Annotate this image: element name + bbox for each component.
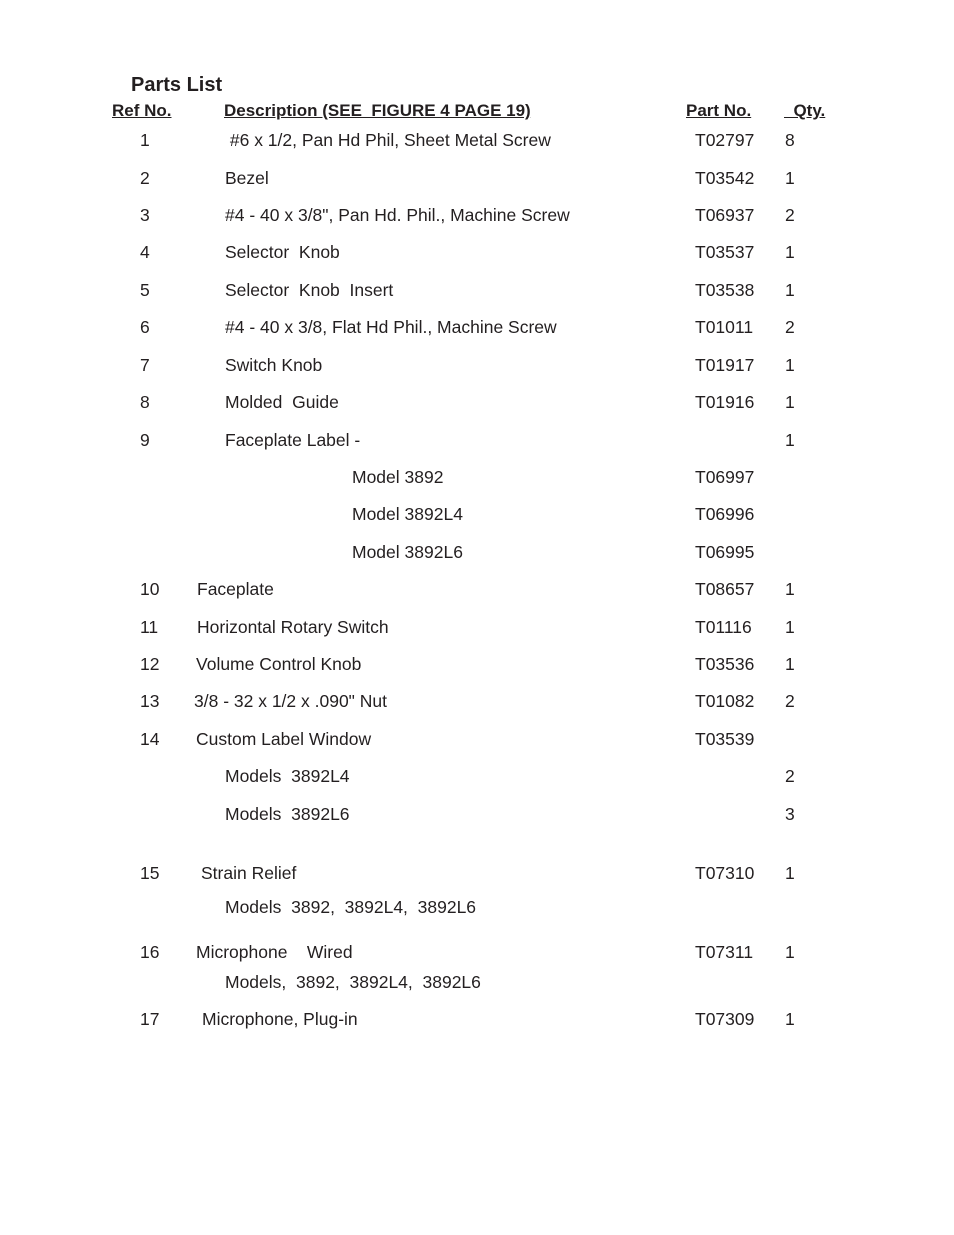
ref-no-cell: 6 (140, 317, 150, 337)
description-cell: Microphone Wired (196, 942, 353, 962)
page-title: Parts List (131, 74, 223, 96)
ref-no-cell: 12 (140, 654, 160, 674)
ref-no-cell: 9 (140, 430, 150, 450)
qty-cell: 8 (785, 130, 795, 150)
part-no-cell: T01082 (695, 691, 755, 711)
part-no-cell: T06997 (695, 467, 755, 487)
description-cell: Faceplate (197, 579, 274, 599)
description-cell: Selector Knob Insert (225, 280, 394, 300)
description-cell: Models 3892L4 (225, 766, 350, 786)
qty-cell: 1 (785, 355, 795, 375)
ref-no-cell: 4 (140, 242, 150, 262)
ref-no-cell: 15 (140, 863, 160, 883)
description-cell: #4 - 40 x 3/8, Flat Hd Phil., Machine Screw (225, 317, 557, 337)
part-no-cell: T08657 (695, 579, 755, 599)
part-no-cell: T01917 (695, 355, 755, 375)
qty-cell: 1 (785, 863, 795, 883)
header-part-no: Part No. (686, 101, 752, 120)
part-no-cell: T03542 (695, 168, 755, 188)
description-cell: Bezel (225, 168, 269, 188)
qty-cell: 1 (785, 280, 795, 300)
part-no-cell: T03537 (695, 242, 755, 262)
qty-cell: 1 (785, 942, 795, 962)
qty-cell: 1 (785, 168, 795, 188)
qty-cell: 2 (785, 317, 795, 337)
part-no-cell: T07311 (695, 942, 754, 962)
ref-no-cell: 5 (140, 280, 150, 300)
part-no-cell: T06995 (695, 542, 755, 562)
description-cell: 3/8 - 32 x 1/2 x .090" Nut (194, 691, 387, 711)
qty-cell: 3 (785, 804, 795, 824)
ref-no-cell: 3 (140, 205, 150, 225)
ref-no-cell: 2 (140, 168, 150, 188)
qty-cell: 2 (785, 205, 795, 225)
ref-no-cell: 13 (140, 691, 160, 711)
description-cell: Custom Label Window (196, 729, 372, 749)
description-cell: Models 3892L6 (225, 804, 350, 824)
description-cell: Model 3892L6 (352, 542, 463, 562)
qty-cell: 1 (785, 392, 795, 412)
ref-no-cell: 7 (140, 355, 150, 375)
description-cell: #4 - 40 x 3/8", Pan Hd. Phil., Machine Screw (225, 205, 570, 225)
ref-no-cell: 16 (140, 942, 160, 962)
description-cell: Volume Control Knob (196, 654, 362, 674)
part-no-cell: T01116 (695, 617, 752, 637)
ref-no-cell: 8 (140, 392, 150, 412)
qty-cell: 1 (785, 617, 795, 637)
qty-cell: 2 (785, 691, 795, 711)
part-no-cell: T07310 (695, 863, 755, 883)
part-no-cell: T01011 (695, 317, 754, 337)
description-cell: Model 3892L4 (352, 504, 463, 524)
part-no-cell: T06937 (695, 205, 755, 225)
description-cell: Model 3892 (352, 467, 444, 487)
part-no-cell: T03539 (695, 729, 755, 749)
ref-no-cell: 11 (140, 617, 159, 637)
part-no-cell: T01916 (695, 392, 755, 412)
ref-no-cell: 14 (140, 729, 160, 749)
header-qty: Qty. (784, 101, 826, 120)
header-ref-no: Ref No. (112, 101, 172, 120)
description-cell: Microphone, Plug-in (202, 1009, 358, 1029)
part-no-cell: T07309 (695, 1009, 755, 1029)
description-cell: Strain Relief (201, 863, 297, 883)
ref-no-cell: 1 (140, 130, 150, 150)
qty-cell: 1 (785, 579, 795, 599)
qty-cell: 1 (785, 654, 795, 674)
description-cell: Molded Guide (225, 392, 339, 412)
description-cell: Selector Knob (225, 242, 340, 262)
header-description: Description (SEE FIGURE 4 PAGE 19) (224, 101, 531, 120)
qty-cell: 1 (785, 242, 795, 262)
part-no-cell: T03536 (695, 654, 755, 674)
part-no-cell: T06996 (695, 504, 755, 524)
ref-no-cell: 17 (140, 1009, 160, 1029)
description-cell: Horizontal Rotary Switch (197, 617, 389, 637)
description-cell: Switch Knob (225, 355, 323, 375)
qty-cell: 2 (785, 766, 795, 786)
qty-cell: 1 (785, 430, 795, 450)
description-cell: Models, 3892, 3892L4, 3892L6 (225, 972, 481, 992)
part-no-cell: T02797 (695, 130, 755, 150)
part-no-cell: T03538 (695, 280, 755, 300)
ref-no-cell: 10 (140, 579, 160, 599)
qty-cell: 1 (785, 1009, 795, 1029)
description-cell: #6 x 1/2, Pan Hd Phil, Sheet Metal Screw (225, 130, 551, 150)
description-cell: Faceplate Label - (225, 430, 361, 450)
description-cell: Models 3892, 3892L4, 3892L6 (225, 897, 477, 917)
